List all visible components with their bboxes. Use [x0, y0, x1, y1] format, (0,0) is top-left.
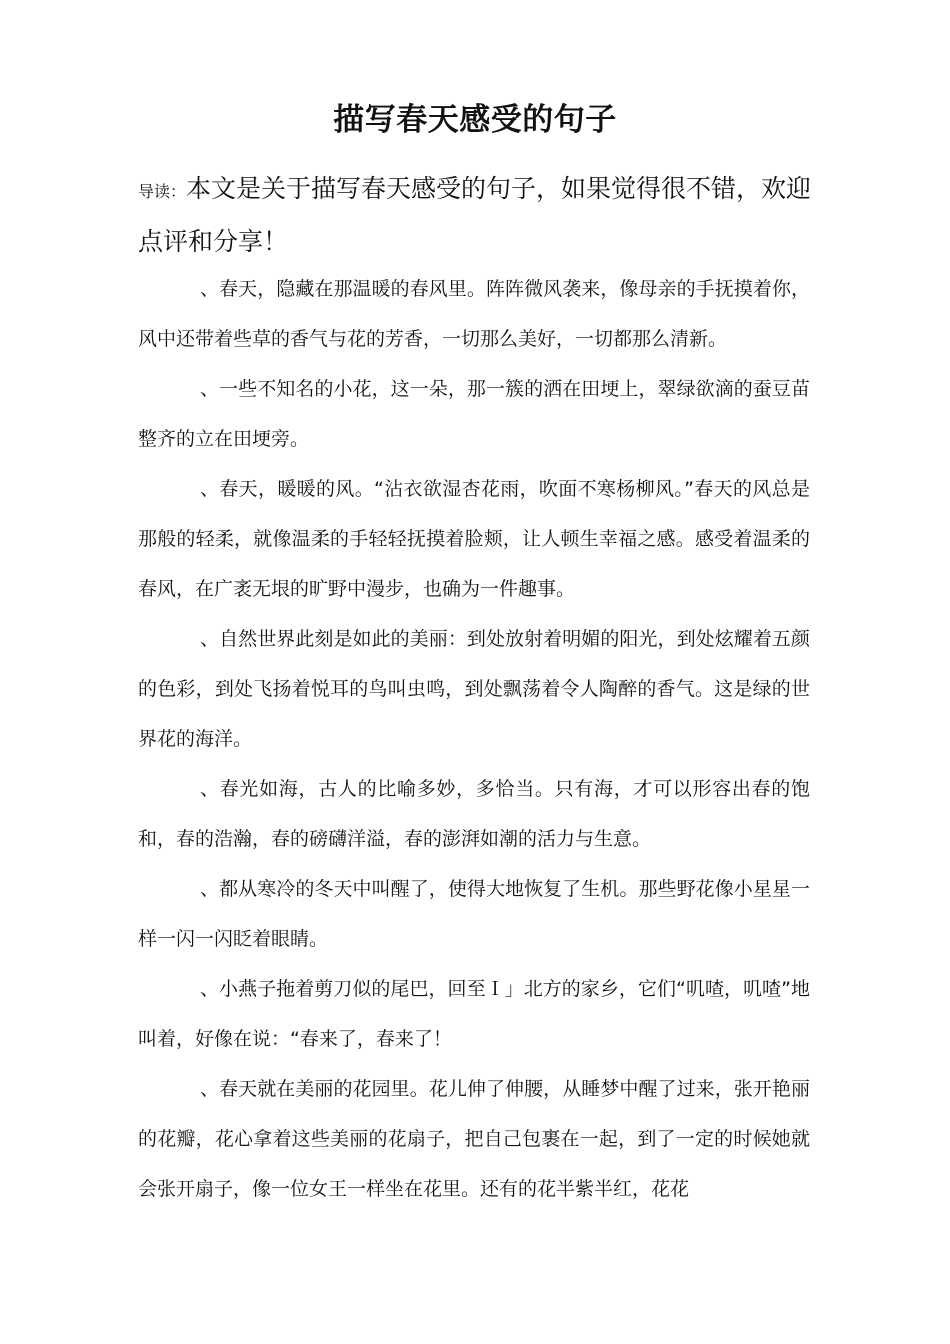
intro-text: 本文是关于描写春天感受的句子，如果觉得很不错，欢迎点评和分享！ [138, 174, 812, 256]
intro-paragraph [138, 164, 828, 267]
paragraph-5: 、春光如海，古人的比喻多妙，多恰当。只有海，才可以形容出春的饱和，春的浩瀚，春的磅礴洋溢，春的澎湃如潮的活力与生意。 [138, 778, 810, 850]
paragraph-1: 、春天，隐藏在那温暖的春风里。阵阵微风袭来，像母亲的手抚摸着你，风中还带着些草的香气与花的芳香，一切那么美好，一切都那么清新。 [138, 278, 810, 350]
paragraph-7: 、小燕子拖着剪刀似的尾巴，回至Ｉ」北方的家乡，它们“叽喳，叽喳”地叫着，好像在说：“春来了，春来了！ [138, 978, 810, 1050]
intro-label: 导读： [138, 182, 187, 201]
document-title: 描写春天感受的句子 [333, 102, 617, 138]
paragraph-2: 、一些不知名的小花，这一朵，那一簇的洒在田埂上，翠绿欲滴的蚕豆苗整齐的立在田埂旁。 [138, 378, 810, 450]
body-text [138, 264, 810, 1214]
paragraph-8: 、春天就在美丽的花园里。花儿伸了伸腰，从睡梦中醒了过来，张开艳丽的花瓣，花心拿着这些美丽的花扇子，把自己包裹在一起，到了一定的时候她就会张开扇子，像一位女王一样坐在花里。还有的花半紫半红，花花 [138, 1078, 810, 1200]
paragraph-3: 、春天，暖暖的风。“沾衣欲湿杏花雨，吹面不寒杨柳风。”春天的风总是那般的轻柔，就像温柔的手轻轻抚摸着脸颊，让人顿生幸福之感。感受着温柔的春风，在广袤无垠的旷野中漫步，也确为一件趣事。 [138, 478, 810, 600]
paragraph-4: 、自然世界此刻是如此的美丽：到处放射着明媚的阳光，到处炫耀着五颜的色彩，到处飞扬着悦耳的鸟叫虫鸣，到处飘荡着令人陶醉的香气。这是绿的世界花的海洋。 [138, 628, 810, 750]
paragraph-6: 、都从寒冷的冬天中叫醒了，使得大地恢复了生机。那些野花像小星星一样一闪一闪眨着眼睛。 [138, 878, 810, 950]
